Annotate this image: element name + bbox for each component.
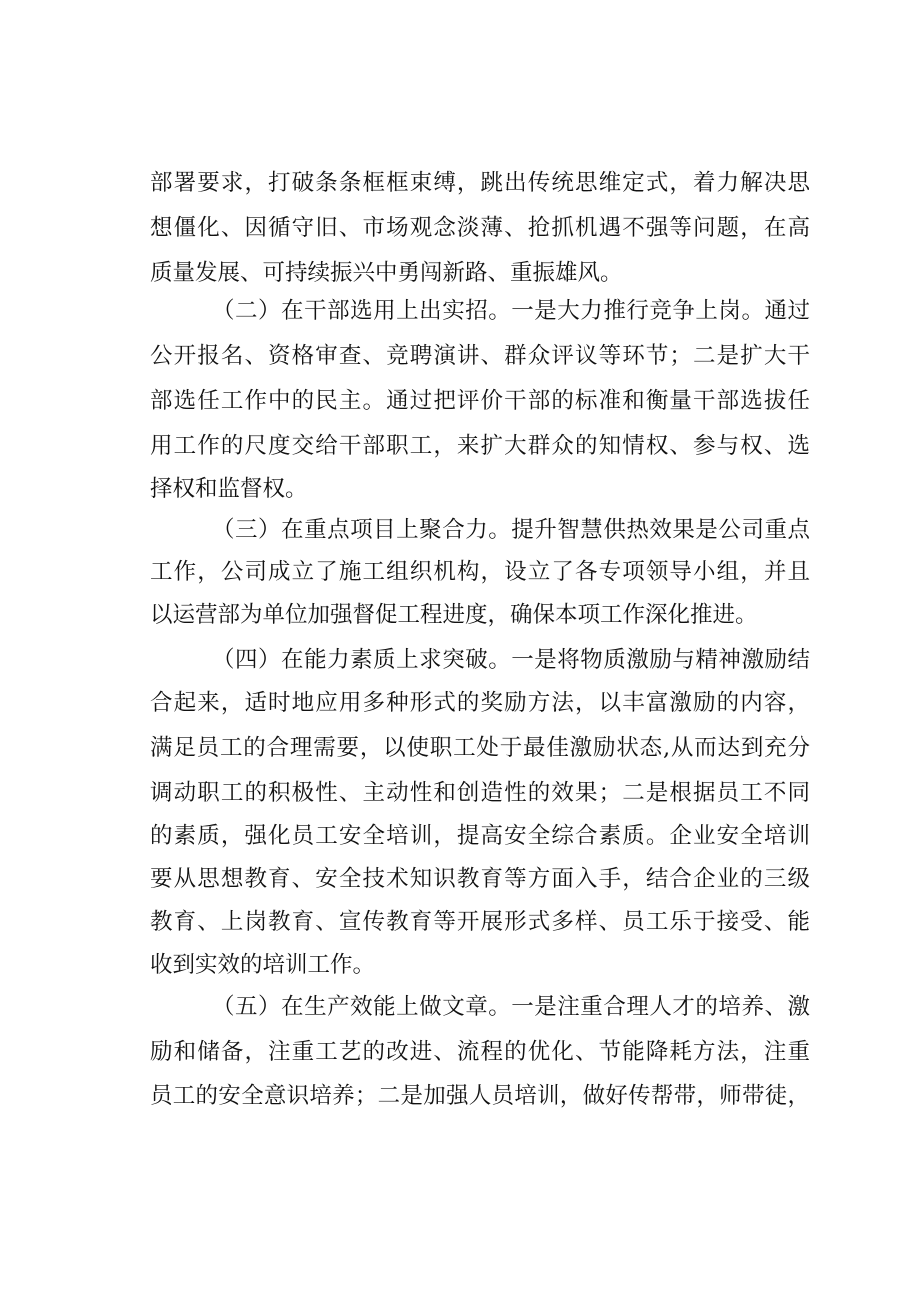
text-line: 员工的安全意识培养；二是加强人员培训，做好传帮带，师带徒， (150, 1083, 810, 1109)
text-line: 励和储备，注重工艺的改进、流程的优化、节能降耗方法，注重 (150, 1039, 810, 1065)
text-line: 部选任工作中的民主。通过把评价干部的标准和衡量干部选拔任 (150, 388, 810, 414)
text-line: （四）在能力素质上求突破。一是将物质激励与精神激励结 (212, 647, 810, 673)
text-line: 工作，公司成立了施工组织机构，设立了各专项领导小组，并且 (150, 559, 810, 585)
text-line: 择权和监督权。 (150, 476, 308, 502)
text-line: 调动职工的积极性、主动性和创造性的效果；二是根据员工不同 (150, 780, 810, 806)
text-line: 合起来，适时地应用多种形式的奖励方法，以丰富激励的内容， (150, 690, 810, 716)
text-line: 教育、上岗教育、宣传教育等开展形式多样、员工乐于接受、能 (150, 909, 810, 935)
text-line: 质量发展、可持续振兴中勇闯新路、重振雄风。 (150, 260, 623, 286)
text-line: 用工作的尺度交给干部职工，来扩大群众的知情权、参与权、选 (150, 433, 810, 459)
text-line: （三）在重点项目上聚合力。提升智慧供热效果是公司重点 (212, 517, 810, 543)
text-line: 以运营部为单位加强督促工程进度，确保本项工作深化推进。 (150, 602, 758, 628)
text-line: 收到实效的培训工作。 (150, 952, 376, 978)
text-line: 部署要求，打破条条框框束缚，跳出传统思维定式，着力解决思 (150, 170, 810, 196)
text-line: 公开报名、资格审查、竞聘演讲、群众评议等环节；二是扩大干 (150, 343, 810, 369)
text-line: 满足员工的合理需要，以使职工处于最佳激励状态,从而达到充分 (150, 735, 810, 761)
text-line: 的素质，强化员工安全培训，提高安全综合素质。企业安全培训 (150, 823, 810, 849)
text-line: （二）在干部选用上出实招。一是大力推行竞争上岗。通过 (212, 298, 810, 324)
text-line: （五）在生产效能上做文章。一是注重合理人才的培养、激 (212, 994, 810, 1020)
text-line: 想僵化、因循守旧、市场观念淡薄、抢抓机遇不强等问题，在高 (150, 215, 810, 241)
text-line: 要从思想教育、安全技术知识教育等方面入手，结合企业的三级 (150, 866, 810, 892)
